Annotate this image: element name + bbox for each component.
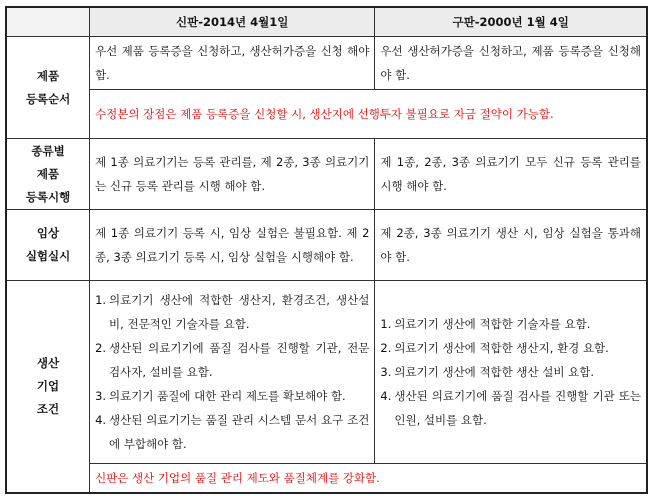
- production-conditions-old-cell: [375, 281, 647, 464]
- production-conditions-note-row: [6, 464, 647, 494]
- edition-comparison-table: [5, 6, 648, 494]
- list-item: 4. 생산된 의료기기는 품질 관리 시스템 문서 요구 조건에 부합해야 함.: [95, 413, 370, 451]
- clinical-trial-row: [6, 210, 647, 281]
- registration-row: [6, 37, 647, 90]
- registration-old-cell: 우선 생산허가증을 신청하고, 제품 등록증을 신청해야 함.: [375, 37, 647, 90]
- class-registration-old-cell: 제 1종, 2종, 3종 의료기기 모두 신규 등록 관리를 시행 해야 함.: [375, 139, 647, 210]
- header-row: [6, 7, 647, 37]
- clinical-trial-label: 임상 실험실시: [6, 210, 90, 281]
- class-registration-row: [6, 139, 647, 210]
- list-item: 3. 의료기기 품질에 대한 관리 제도를 확보해야 함.: [95, 389, 346, 403]
- production-conditions-note: 신판은 생산 기업의 품질 관리 제도와 품질체계를 강화함.: [90, 464, 647, 494]
- list-item: 1. 의료기기 생산에 적합한 기술자를 요함.: [380, 317, 591, 331]
- production-conditions-new-cell: [90, 281, 375, 464]
- class-registration-new-cell: 제 1종 의료기기는 등록 관리를, 제 2종, 3종 의료기기는 신규 등록 관리를 시행 해야 함.: [90, 139, 375, 210]
- registration-new-cell: 우선 제품 등록증을 신청하고, 생산허가증을 신청 해야 함.: [90, 37, 375, 90]
- list-item: 2. 의료기기 생산에 적합한 생산지, 환경 요함.: [380, 341, 609, 355]
- registration-label: 제품 등록순서: [6, 37, 90, 139]
- registration-note-row: [6, 90, 647, 139]
- production-conditions-label: 생산 기업 조건: [6, 281, 90, 494]
- registration-note: 수정본의 장점은 제품 등록증을 신청할 시, 생산지에 선행투자 불필요로 자금 절약이 가능함.: [90, 90, 647, 139]
- header-corner-cell: [6, 7, 90, 37]
- clinical-trial-new-cell: 제 1종 의료기기 등록 시, 임상 실험은 불필요함. 제 2종, 3종 의료기기 등록 시, 임상 실험을 시행해야 함.: [90, 210, 375, 281]
- list-item: 4. 생산된 의료기기에 품질 검사를 진행할 기관 또는 인원, 설비를 요함.: [380, 389, 641, 427]
- list-item: 2. 생산된 의료기기에 품질 검사를 진행할 기관, 전문 검사자, 설비를 요함.: [95, 341, 370, 379]
- list-item: 1. 의료기기 생산에 적합한 생산지, 환경조건, 생산설비, 전문적인 기술자를 요함.: [95, 293, 370, 331]
- list-item: 3. 의료기기 생산에 적합한 생산 설비 요함.: [380, 365, 595, 379]
- comparison-table-wrapper: [5, 6, 648, 494]
- production-conditions-row: [6, 281, 647, 464]
- class-registration-label: 종류별 제품 등록시행: [6, 139, 90, 210]
- clinical-trial-old-cell: 제 2종, 3종 의료기기 생산 시, 임상 실험을 통과해야 함.: [375, 210, 647, 281]
- production-conditions-new-list: [95, 288, 369, 456]
- new-edition-header: 신판-2014년 4월1일: [90, 7, 375, 37]
- old-edition-header: 구판-2000년 1월 4일: [375, 7, 647, 37]
- production-conditions-old-list: [380, 312, 641, 432]
